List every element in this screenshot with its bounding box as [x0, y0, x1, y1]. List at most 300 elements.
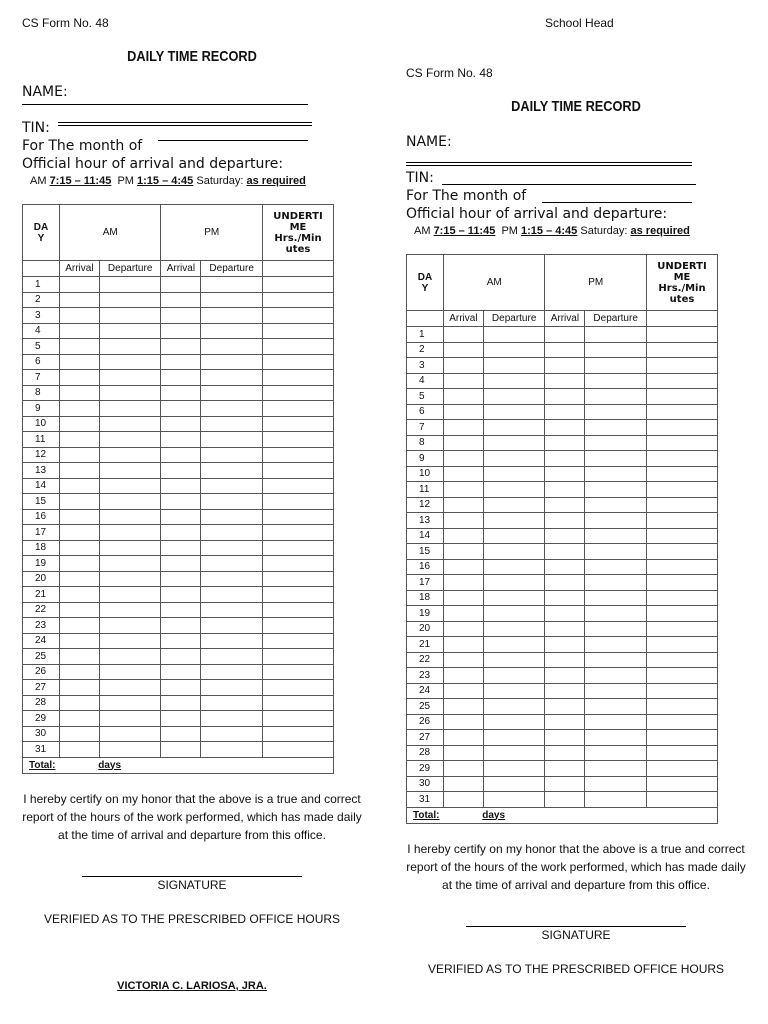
time-cell[interactable]	[647, 404, 718, 420]
time-cell[interactable]	[201, 680, 263, 696]
time-cell[interactable]	[201, 695, 263, 711]
time-cell[interactable]	[585, 528, 647, 544]
time-cell[interactable]	[99, 602, 161, 618]
time-cell[interactable]	[99, 664, 161, 680]
time-cell[interactable]	[647, 683, 718, 699]
time-cell[interactable]	[585, 466, 647, 482]
time-cell[interactable]	[483, 420, 545, 436]
time-cell[interactable]	[60, 494, 100, 510]
time-cell[interactable]	[161, 416, 201, 432]
time-cell[interactable]	[201, 711, 263, 727]
time-cell[interactable]	[545, 621, 585, 637]
time-cell[interactable]	[263, 494, 334, 510]
time-cell[interactable]	[263, 664, 334, 680]
time-cell[interactable]	[483, 745, 545, 761]
time-cell[interactable]	[545, 668, 585, 684]
time-cell[interactable]	[161, 370, 201, 386]
time-cell[interactable]	[99, 370, 161, 386]
time-cell[interactable]	[444, 699, 484, 715]
time-cell[interactable]	[545, 358, 585, 374]
time-cell[interactable]	[444, 513, 484, 529]
time-cell[interactable]	[201, 664, 263, 680]
time-cell[interactable]	[545, 730, 585, 746]
time-cell[interactable]	[647, 590, 718, 606]
time-cell[interactable]	[647, 745, 718, 761]
time-cell[interactable]	[263, 447, 334, 463]
time-cell[interactable]	[647, 435, 718, 451]
time-cell[interactable]	[161, 277, 201, 293]
time-cell[interactable]	[60, 432, 100, 448]
time-cell[interactable]	[444, 606, 484, 622]
time-cell[interactable]	[444, 342, 484, 358]
time-cell[interactable]	[483, 606, 545, 622]
time-cell[interactable]	[99, 401, 161, 417]
time-cell[interactable]	[60, 680, 100, 696]
time-cell[interactable]	[483, 559, 545, 575]
time-cell[interactable]	[483, 683, 545, 699]
time-cell[interactable]	[545, 466, 585, 482]
time-cell[interactable]	[647, 373, 718, 389]
time-cell[interactable]	[60, 649, 100, 665]
time-cell[interactable]	[545, 575, 585, 591]
time-cell[interactable]	[161, 540, 201, 556]
time-cell[interactable]	[201, 339, 263, 355]
time-cell[interactable]	[99, 618, 161, 634]
time-cell[interactable]	[647, 420, 718, 436]
time-cell[interactable]	[201, 447, 263, 463]
time-cell[interactable]	[483, 451, 545, 467]
time-cell[interactable]	[585, 621, 647, 637]
time-cell[interactable]	[647, 497, 718, 513]
time-cell[interactable]	[444, 528, 484, 544]
time-cell[interactable]	[585, 404, 647, 420]
time-cell[interactable]	[545, 389, 585, 405]
time-cell[interactable]	[161, 323, 201, 339]
time-cell[interactable]	[99, 339, 161, 355]
time-cell[interactable]	[647, 389, 718, 405]
time-cell[interactable]	[201, 649, 263, 665]
signature-line[interactable]	[466, 926, 686, 927]
time-cell[interactable]	[161, 432, 201, 448]
tin-line[interactable]	[58, 122, 312, 123]
time-cell[interactable]	[60, 416, 100, 432]
time-cell[interactable]	[60, 664, 100, 680]
time-cell[interactable]	[99, 556, 161, 572]
time-cell[interactable]	[201, 618, 263, 634]
time-cell[interactable]	[545, 420, 585, 436]
time-cell[interactable]	[444, 730, 484, 746]
time-cell[interactable]	[585, 482, 647, 498]
time-cell[interactable]	[60, 556, 100, 572]
time-cell[interactable]	[99, 494, 161, 510]
time-cell[interactable]	[444, 745, 484, 761]
time-cell[interactable]	[263, 618, 334, 634]
time-cell[interactable]	[201, 478, 263, 494]
time-cell[interactable]	[263, 385, 334, 401]
time-cell[interactable]	[585, 544, 647, 560]
time-cell[interactable]	[60, 339, 100, 355]
time-cell[interactable]	[585, 358, 647, 374]
time-cell[interactable]	[585, 435, 647, 451]
time-cell[interactable]	[444, 389, 484, 405]
time-cell[interactable]	[60, 571, 100, 587]
time-cell[interactable]	[585, 668, 647, 684]
time-cell[interactable]	[161, 587, 201, 603]
time-cell[interactable]	[444, 358, 484, 374]
time-cell[interactable]	[647, 513, 718, 529]
time-cell[interactable]	[99, 447, 161, 463]
time-cell[interactable]	[585, 637, 647, 653]
time-cell[interactable]	[161, 478, 201, 494]
time-cell[interactable]	[60, 463, 100, 479]
time-cell[interactable]	[585, 792, 647, 808]
time-cell[interactable]	[99, 742, 161, 758]
time-cell[interactable]	[585, 761, 647, 777]
time-cell[interactable]	[545, 714, 585, 730]
time-cell[interactable]	[263, 556, 334, 572]
time-cell[interactable]	[647, 730, 718, 746]
time-cell[interactable]	[60, 742, 100, 758]
time-cell[interactable]	[483, 590, 545, 606]
time-cell[interactable]	[263, 587, 334, 603]
time-cell[interactable]	[545, 451, 585, 467]
time-cell[interactable]	[444, 714, 484, 730]
time-cell[interactable]	[201, 602, 263, 618]
time-cell[interactable]	[545, 776, 585, 792]
time-cell[interactable]	[201, 370, 263, 386]
time-cell[interactable]	[161, 385, 201, 401]
time-cell[interactable]	[647, 466, 718, 482]
time-cell[interactable]	[545, 528, 585, 544]
time-cell[interactable]	[545, 745, 585, 761]
time-cell[interactable]	[263, 432, 334, 448]
time-cell[interactable]	[99, 680, 161, 696]
time-cell[interactable]	[585, 776, 647, 792]
time-cell[interactable]	[60, 385, 100, 401]
time-cell[interactable]	[444, 404, 484, 420]
time-cell[interactable]	[60, 447, 100, 463]
time-cell[interactable]	[545, 606, 585, 622]
time-cell[interactable]	[585, 389, 647, 405]
time-cell[interactable]	[201, 463, 263, 479]
time-cell[interactable]	[647, 792, 718, 808]
time-cell[interactable]	[647, 637, 718, 653]
time-cell[interactable]	[444, 497, 484, 513]
time-cell[interactable]	[483, 730, 545, 746]
time-cell[interactable]	[444, 776, 484, 792]
time-cell[interactable]	[263, 649, 334, 665]
time-cell[interactable]	[99, 509, 161, 525]
time-cell[interactable]	[585, 590, 647, 606]
time-cell[interactable]	[161, 525, 201, 541]
time-cell[interactable]	[99, 463, 161, 479]
time-cell[interactable]	[60, 525, 100, 541]
time-cell[interactable]	[161, 742, 201, 758]
time-cell[interactable]	[201, 385, 263, 401]
time-cell[interactable]	[444, 466, 484, 482]
time-cell[interactable]	[99, 540, 161, 556]
time-cell[interactable]	[201, 540, 263, 556]
time-cell[interactable]	[99, 323, 161, 339]
time-cell[interactable]	[444, 373, 484, 389]
time-cell[interactable]	[483, 342, 545, 358]
time-cell[interactable]	[161, 664, 201, 680]
time-cell[interactable]	[483, 637, 545, 653]
time-cell[interactable]	[545, 761, 585, 777]
time-cell[interactable]	[483, 792, 545, 808]
time-cell[interactable]	[161, 494, 201, 510]
time-cell[interactable]	[444, 792, 484, 808]
time-cell[interactable]	[444, 544, 484, 560]
time-cell[interactable]	[60, 354, 100, 370]
month-line[interactable]	[158, 140, 308, 141]
time-cell[interactable]	[60, 540, 100, 556]
time-cell[interactable]	[647, 358, 718, 374]
time-cell[interactable]	[483, 435, 545, 451]
time-cell[interactable]	[263, 680, 334, 696]
time-cell[interactable]	[161, 292, 201, 308]
time-cell[interactable]	[647, 761, 718, 777]
time-cell[interactable]	[483, 528, 545, 544]
time-cell[interactable]	[161, 726, 201, 742]
time-cell[interactable]	[444, 621, 484, 637]
time-cell[interactable]	[263, 401, 334, 417]
time-cell[interactable]	[647, 342, 718, 358]
time-cell[interactable]	[444, 637, 484, 653]
time-cell[interactable]	[444, 420, 484, 436]
time-cell[interactable]	[60, 618, 100, 634]
time-cell[interactable]	[647, 559, 718, 575]
time-cell[interactable]	[647, 699, 718, 715]
time-cell[interactable]	[60, 370, 100, 386]
time-cell[interactable]	[161, 602, 201, 618]
time-cell[interactable]	[585, 714, 647, 730]
time-cell[interactable]	[161, 680, 201, 696]
time-cell[interactable]	[585, 342, 647, 358]
time-cell[interactable]	[201, 277, 263, 293]
time-cell[interactable]	[585, 745, 647, 761]
time-cell[interactable]	[483, 373, 545, 389]
time-cell[interactable]	[263, 277, 334, 293]
time-cell[interactable]	[201, 571, 263, 587]
time-cell[interactable]	[263, 339, 334, 355]
time-cell[interactable]	[201, 556, 263, 572]
time-cell[interactable]	[60, 323, 100, 339]
time-cell[interactable]	[99, 292, 161, 308]
time-cell[interactable]	[99, 432, 161, 448]
time-cell[interactable]	[647, 528, 718, 544]
time-cell[interactable]	[444, 590, 484, 606]
time-cell[interactable]	[60, 695, 100, 711]
time-cell[interactable]	[161, 633, 201, 649]
time-cell[interactable]	[444, 559, 484, 575]
time-cell[interactable]	[483, 761, 545, 777]
time-cell[interactable]	[263, 695, 334, 711]
time-cell[interactable]	[263, 602, 334, 618]
time-cell[interactable]	[585, 575, 647, 591]
time-cell[interactable]	[161, 618, 201, 634]
time-cell[interactable]	[545, 683, 585, 699]
time-cell[interactable]	[585, 513, 647, 529]
time-cell[interactable]	[201, 525, 263, 541]
time-cell[interactable]	[99, 354, 161, 370]
time-cell[interactable]	[263, 509, 334, 525]
time-cell[interactable]	[545, 590, 585, 606]
time-cell[interactable]	[647, 668, 718, 684]
time-cell[interactable]	[60, 633, 100, 649]
time-cell[interactable]	[585, 420, 647, 436]
time-cell[interactable]	[483, 358, 545, 374]
signature-line[interactable]	[82, 876, 302, 877]
time-cell[interactable]	[647, 652, 718, 668]
time-cell[interactable]	[99, 385, 161, 401]
time-cell[interactable]	[161, 509, 201, 525]
time-cell[interactable]	[201, 323, 263, 339]
time-cell[interactable]	[201, 416, 263, 432]
time-cell[interactable]	[483, 621, 545, 637]
time-cell[interactable]	[161, 695, 201, 711]
time-cell[interactable]	[585, 373, 647, 389]
time-cell[interactable]	[444, 327, 484, 343]
time-cell[interactable]	[647, 606, 718, 622]
time-cell[interactable]	[483, 513, 545, 529]
time-cell[interactable]	[483, 466, 545, 482]
time-cell[interactable]	[585, 606, 647, 622]
time-cell[interactable]	[99, 726, 161, 742]
time-cell[interactable]	[483, 389, 545, 405]
time-cell[interactable]	[647, 482, 718, 498]
time-cell[interactable]	[201, 494, 263, 510]
time-cell[interactable]	[263, 463, 334, 479]
time-cell[interactable]	[263, 323, 334, 339]
time-cell[interactable]	[545, 544, 585, 560]
time-cell[interactable]	[444, 761, 484, 777]
time-cell[interactable]	[161, 711, 201, 727]
time-cell[interactable]	[483, 327, 545, 343]
time-cell[interactable]	[444, 482, 484, 498]
time-cell[interactable]	[60, 711, 100, 727]
time-cell[interactable]	[545, 435, 585, 451]
time-cell[interactable]	[545, 497, 585, 513]
time-cell[interactable]	[647, 776, 718, 792]
time-cell[interactable]	[444, 451, 484, 467]
time-cell[interactable]	[60, 509, 100, 525]
time-cell[interactable]	[545, 513, 585, 529]
time-cell[interactable]	[585, 699, 647, 715]
time-cell[interactable]	[263, 292, 334, 308]
time-cell[interactable]	[647, 327, 718, 343]
time-cell[interactable]	[585, 451, 647, 467]
time-cell[interactable]	[585, 652, 647, 668]
time-cell[interactable]	[99, 478, 161, 494]
time-cell[interactable]	[161, 339, 201, 355]
time-cell[interactable]	[263, 540, 334, 556]
time-cell[interactable]	[444, 668, 484, 684]
time-cell[interactable]	[161, 354, 201, 370]
time-cell[interactable]	[647, 575, 718, 591]
time-cell[interactable]	[161, 556, 201, 572]
name-line[interactable]	[22, 104, 308, 105]
time-cell[interactable]	[647, 451, 718, 467]
time-cell[interactable]	[444, 683, 484, 699]
time-cell[interactable]	[60, 292, 100, 308]
time-cell[interactable]	[161, 308, 201, 324]
time-cell[interactable]	[161, 571, 201, 587]
time-cell[interactable]	[99, 277, 161, 293]
time-cell[interactable]	[545, 792, 585, 808]
time-cell[interactable]	[585, 730, 647, 746]
time-cell[interactable]	[483, 404, 545, 420]
time-cell[interactable]	[263, 354, 334, 370]
time-cell[interactable]	[545, 637, 585, 653]
time-cell[interactable]	[263, 308, 334, 324]
time-cell[interactable]	[545, 404, 585, 420]
time-cell[interactable]	[201, 292, 263, 308]
time-cell[interactable]	[161, 463, 201, 479]
time-cell[interactable]	[161, 649, 201, 665]
time-cell[interactable]	[545, 373, 585, 389]
time-cell[interactable]	[60, 308, 100, 324]
time-cell[interactable]	[545, 482, 585, 498]
time-cell[interactable]	[263, 633, 334, 649]
time-cell[interactable]	[545, 559, 585, 575]
time-cell[interactable]	[201, 587, 263, 603]
time-cell[interactable]	[99, 308, 161, 324]
time-cell[interactable]	[483, 699, 545, 715]
time-cell[interactable]	[545, 652, 585, 668]
time-cell[interactable]	[99, 633, 161, 649]
time-cell[interactable]	[263, 742, 334, 758]
time-cell[interactable]	[585, 683, 647, 699]
time-cell[interactable]	[60, 478, 100, 494]
name-line[interactable]	[406, 162, 692, 163]
time-cell[interactable]	[263, 571, 334, 587]
time-cell[interactable]	[585, 497, 647, 513]
time-cell[interactable]	[60, 587, 100, 603]
time-cell[interactable]	[263, 525, 334, 541]
time-cell[interactable]	[483, 776, 545, 792]
time-cell[interactable]	[483, 497, 545, 513]
time-cell[interactable]	[161, 447, 201, 463]
time-cell[interactable]	[483, 482, 545, 498]
time-cell[interactable]	[444, 435, 484, 451]
time-cell[interactable]	[201, 633, 263, 649]
time-cell[interactable]	[99, 649, 161, 665]
time-cell[interactable]	[444, 652, 484, 668]
tin-line[interactable]	[442, 184, 696, 185]
time-cell[interactable]	[545, 699, 585, 715]
month-line[interactable]	[542, 202, 692, 203]
time-cell[interactable]	[647, 544, 718, 560]
time-cell[interactable]	[60, 726, 100, 742]
time-cell[interactable]	[161, 401, 201, 417]
time-cell[interactable]	[545, 342, 585, 358]
time-cell[interactable]	[99, 711, 161, 727]
time-cell[interactable]	[263, 370, 334, 386]
time-cell[interactable]	[263, 416, 334, 432]
time-cell[interactable]	[483, 575, 545, 591]
time-cell[interactable]	[201, 432, 263, 448]
time-cell[interactable]	[647, 714, 718, 730]
time-cell[interactable]	[201, 509, 263, 525]
time-cell[interactable]	[263, 711, 334, 727]
time-cell[interactable]	[545, 327, 585, 343]
time-cell[interactable]	[60, 277, 100, 293]
time-cell[interactable]	[201, 742, 263, 758]
time-cell[interactable]	[201, 726, 263, 742]
time-cell[interactable]	[585, 327, 647, 343]
time-cell[interactable]	[99, 525, 161, 541]
